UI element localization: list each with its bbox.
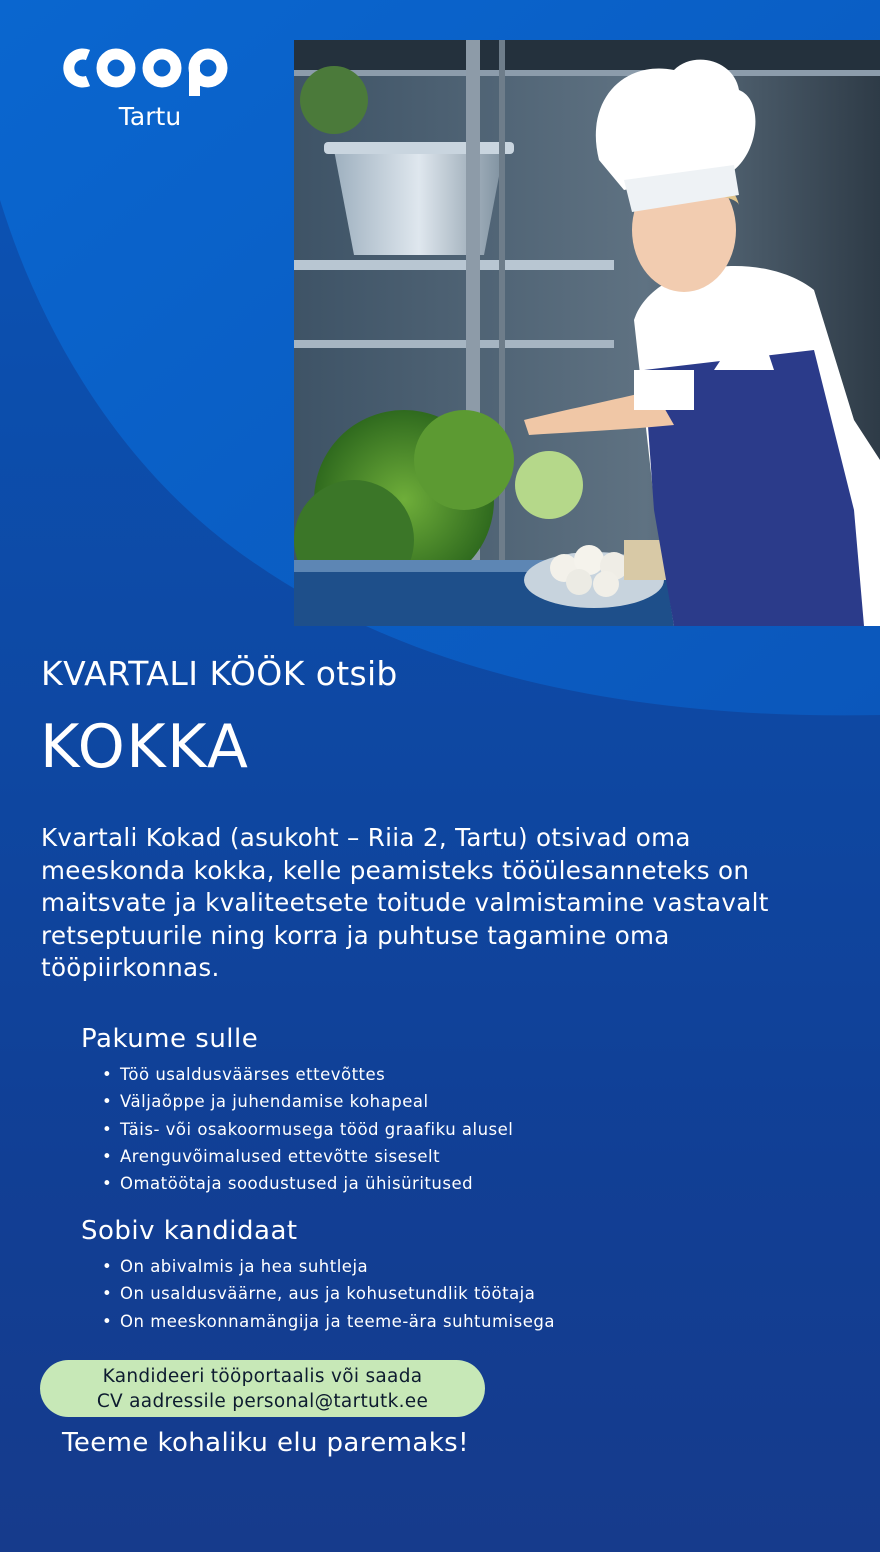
list-item: • Arenguvõimalused ettevõtte siseselt — [102, 1143, 513, 1170]
candidate-list — [102, 1253, 555, 1335]
offer-list — [102, 1061, 513, 1197]
coop-logo — [50, 40, 250, 96]
intro-line: maitsvate ja kvaliteetsete toitude valmistamine vastavalt — [41, 888, 769, 917]
kicker-upper: KVARTALI KÖÖK — [41, 654, 305, 693]
list-item: • On abivalmis ja hea suhtleja — [102, 1253, 555, 1280]
job-title: KOKKA — [40, 712, 250, 782]
intro-line: Kvartali Kokad (asukoht – Riia 2, Tartu) otsivad oma — [41, 823, 691, 852]
list-item: • Töö usaldusväärses ettevõttes — [102, 1061, 513, 1088]
intro-line: retseptuurile ning korra ja puhtuse tagamine oma — [41, 920, 670, 950]
city-name: Tartu — [118, 102, 182, 131]
apply-line-2: CV aadressile personal@tartutk.ee — [96, 1390, 429, 1412]
list-item: • On usaldusväärne, aus ja kohusetundlik töötaja — [102, 1280, 555, 1307]
intro-line: meeskonda kokka, kelle peamisteks tööülesanneteks on — [41, 855, 750, 885]
apply-line-1: Kandideeri tööportaalis või saada — [102, 1365, 423, 1387]
candidate-heading: Sobiv kandidaat — [81, 1216, 298, 1246]
intro-paragraph — [41, 822, 861, 985]
slogan: Teeme kohaliku elu paremaks! — [62, 1428, 469, 1458]
list-item: • Väljaõppe ja juhendamise kohapeal — [102, 1088, 513, 1115]
intro-line: tööpiirkonnas. — [41, 953, 220, 982]
apply-button[interactable] — [40, 1360, 485, 1417]
offer-heading: Pakume sulle — [81, 1024, 259, 1054]
list-item: • Täis- või osakoormusega tööd graafiku alusel — [102, 1116, 513, 1143]
kicker-text — [41, 654, 398, 693]
list-item: • On meeskonnamängija ja teeme-ära suhtumisega — [102, 1308, 555, 1335]
list-item: • Omatöötaja soodustused ja ühisüritused — [102, 1170, 513, 1197]
chef-in-kitchen-photo — [294, 40, 880, 626]
kicker-lower: otsib — [315, 654, 398, 693]
